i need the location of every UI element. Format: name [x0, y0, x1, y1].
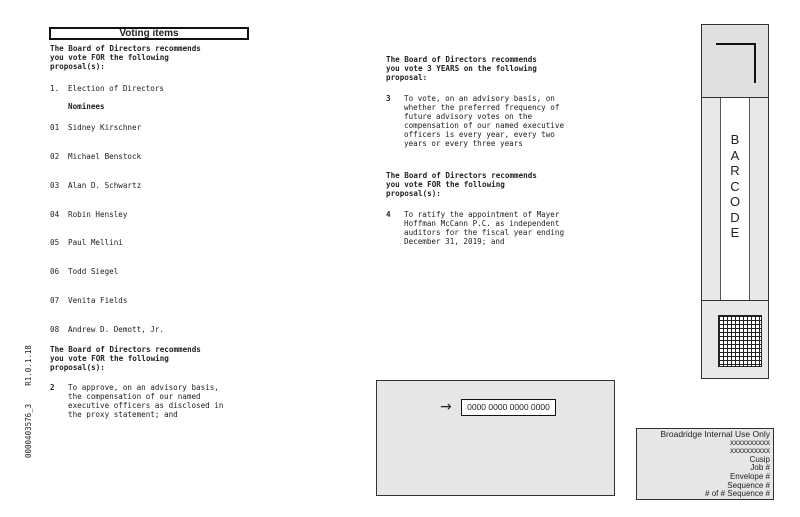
- nominee-name: Venita Fields: [68, 296, 128, 305]
- control-number-box: [376, 380, 615, 496]
- nominee-number: 03: [50, 181, 60, 190]
- voting-items-title: Voting items: [49, 27, 249, 40]
- item-4-text: To ratify the appointment of Mayer Hoffman McCann P.C. as independent auditors for the fiscal year ending December 31, 2019; and: [404, 210, 565, 246]
- item-2-text: To approve, on an advisory basis, the compensation of our named executive officers as disclosed in the proxy statement; and: [68, 383, 224, 419]
- nominees-heading: Nominees: [68, 102, 105, 111]
- item-3-number: 3: [386, 94, 391, 103]
- barcode-letter: D: [730, 209, 740, 225]
- nominee-number: 08: [50, 325, 60, 334]
- nominee-name: Robin Hensley: [68, 210, 128, 219]
- item-2-number: 2: [50, 383, 55, 392]
- nominee-number: 07: [50, 296, 60, 305]
- nominee-number: 05: [50, 238, 60, 247]
- barcode-letter: A: [730, 147, 740, 163]
- internal-use-line: Envelope #: [729, 471, 770, 481]
- control-number: 0000 0000 0000 0000: [461, 399, 556, 416]
- item-1-text: Election of Directors: [68, 84, 165, 93]
- internal-use-line: Job #: [750, 463, 770, 473]
- nominee-name: Andrew D. Demott, Jr.: [68, 325, 165, 334]
- board-recommendation-3: The Board of Directors recommends you vote 3 YEARS on the following proposal:: [386, 55, 537, 82]
- nominee-number: 04: [50, 210, 60, 219]
- internal-use-title: Broadridge Internal Use Only: [660, 429, 770, 439]
- internal-use-line: # of # Sequence #: [705, 489, 770, 499]
- internal-use-box: [636, 428, 774, 500]
- internal-use-line: xxxxxxxxxx: [730, 446, 770, 456]
- nominee-number: 06: [50, 267, 60, 276]
- nominee-name: Paul Mellini: [68, 238, 123, 247]
- internal-use-line: Sequence #: [727, 480, 770, 490]
- board-recommendation-2: The Board of Directors recommends you vote FOR the following proposal(s):: [50, 345, 201, 372]
- barcode-letter: R: [730, 163, 740, 178]
- barcode-letter: C: [730, 178, 740, 194]
- nominee-name: Alan D. Schwartz: [68, 181, 142, 190]
- internal-use-line: Cusip: [749, 454, 770, 464]
- side-document-code: 0000403576_3 R1.0.1.18: [24, 345, 33, 458]
- item-1-number: 1.: [50, 84, 60, 93]
- nominee-name: Michael Benstock: [68, 152, 142, 161]
- item-3-text: To vote, on an advisory basis, on whether the preferred frequency of future advisory votes on the compensation of our named executive officers is every year, every two years or every three years: [404, 94, 565, 148]
- matrix-code-icon: [718, 315, 762, 367]
- barcode-letter: B: [730, 132, 740, 147]
- nominee-name: Sidney Kirschner: [68, 123, 142, 132]
- internal-use-line: xxxxxxxxxx: [730, 437, 770, 447]
- barcode-label: [720, 132, 750, 241]
- barcode-letter: E: [730, 225, 740, 240]
- item-4-number: 4: [386, 210, 391, 219]
- barcode-letter: O: [729, 194, 741, 209]
- nominee-name: Todd Siegel: [68, 267, 119, 276]
- arrow-right-icon: →: [440, 399, 452, 415]
- nominee-number: 02: [50, 152, 60, 161]
- board-recommendation-1: The Board of Directors recommends you vote FOR the following proposal(s):: [50, 44, 201, 71]
- board-recommendation-4: The Board of Directors recommends you vote FOR the following proposal(s):: [386, 171, 537, 198]
- corner-registration-mark: [716, 43, 756, 83]
- nominee-number: 01: [50, 123, 60, 132]
